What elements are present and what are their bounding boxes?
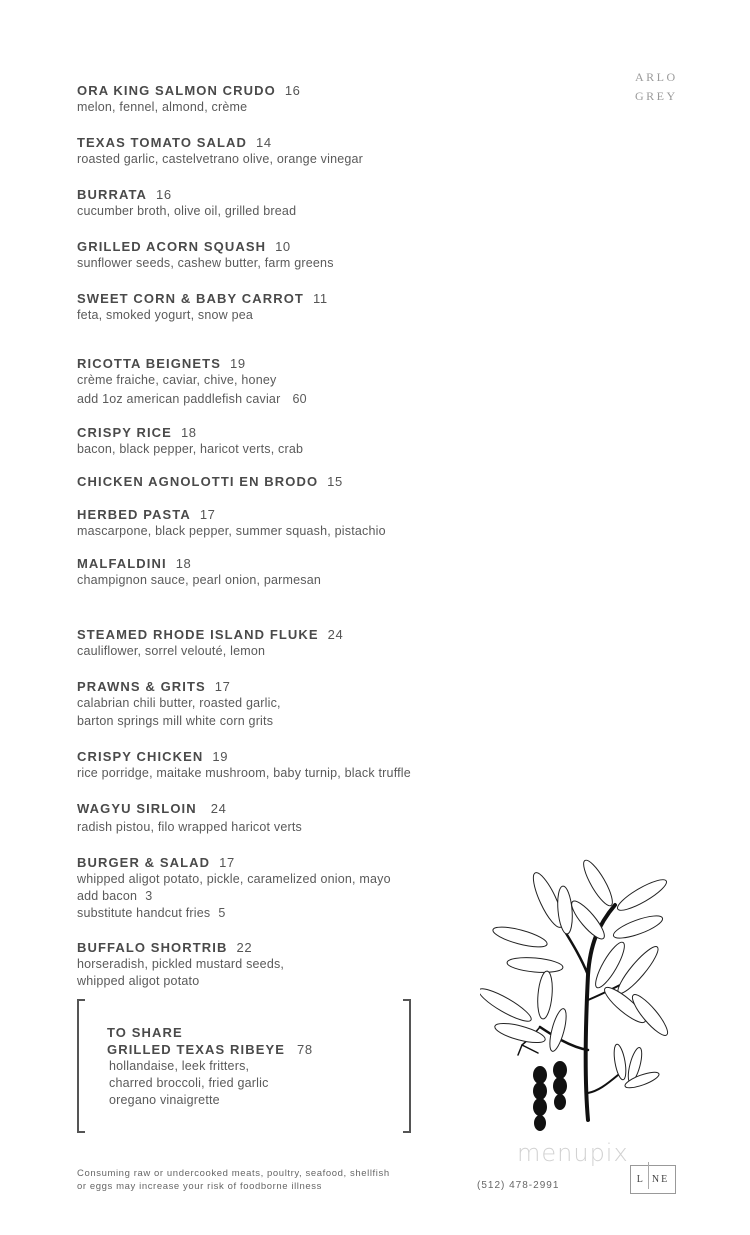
menu-item	[77, 506, 386, 540]
item-description: oregano vinaigrette	[109, 1093, 220, 1107]
addon-price: 5	[218, 906, 226, 920]
item-description: calabrian chili butter, roasted garlic,	[77, 696, 281, 710]
menu-item	[77, 854, 391, 922]
item-name: CRISPY CHICKEN	[77, 749, 204, 764]
item-description: barton springs mill white corn grits	[77, 714, 274, 728]
menu-item	[77, 555, 321, 589]
item-price: 11	[312, 291, 328, 306]
item-description: bacon, black pepper, haricot verts, crab	[77, 442, 304, 456]
item-price: 17	[199, 507, 216, 522]
item-price: 10	[275, 239, 291, 254]
item-name: GRILLED TEXAS RIBEYE	[107, 1042, 286, 1057]
item-name: TEXAS TOMATO SALAD	[77, 135, 248, 150]
logo-left: L	[636, 1174, 645, 1185]
item-price: 24	[210, 801, 227, 816]
item-addon	[77, 905, 391, 922]
item-description: rice porridge, maitake mushroom, baby turnip, black truffle	[77, 766, 411, 780]
menu-item	[77, 800, 302, 836]
item-name: BUFFALO SHORTRIB	[77, 940, 228, 955]
item-price: 18	[180, 425, 197, 440]
item-price: 17	[219, 855, 235, 870]
item-name: STEAMED RHODE ISLAND FLUKE	[77, 627, 319, 642]
item-name: SWEET CORN & BABY CARROT	[77, 291, 304, 306]
item-addon	[77, 888, 391, 905]
addon-label: add 1oz american paddlefish caviar	[77, 392, 281, 406]
item-price: 17	[214, 679, 231, 694]
item-price: 18	[175, 556, 192, 571]
item-description: champignon sauce, pearl onion, parmesan	[77, 573, 322, 587]
menupix-watermark: menupix	[517, 1139, 629, 1167]
item-name: RICOTTA BEIGNETS	[77, 356, 221, 371]
phone-number: (512) 478-2991	[477, 1180, 560, 1191]
item-name: WAGYU SIRLOIN	[77, 801, 197, 816]
disclaimer-line: or eggs may increase your risk of foodborne illness	[77, 1181, 322, 1192]
line-hotel-logo	[630, 1165, 676, 1194]
item-name: ORA KING SALMON CRUDO	[77, 83, 276, 98]
addon-label: substitute handcut fries	[77, 906, 211, 920]
menu-item	[77, 134, 363, 168]
mesquite-branch-illustration	[480, 855, 680, 1145]
logo-right: NE	[651, 1174, 670, 1185]
item-description: mascarpone, black pepper, summer squash, pistachio	[77, 524, 386, 538]
item-description: hollandaise, leek fritters,	[109, 1059, 250, 1073]
brand-line-2: GREY	[635, 89, 678, 103]
arlo-grey-logo	[635, 68, 678, 106]
addon-price: 60	[292, 392, 307, 406]
item-name: HERBED PASTA	[77, 507, 191, 522]
item-description: radish pistou, filo wrapped haricot verts	[77, 820, 302, 834]
brand-line-1: ARLO	[635, 70, 678, 84]
item-price: 19	[230, 356, 246, 371]
item-addon	[77, 391, 307, 408]
item-name: GRILLED ACORN SQUASH	[77, 239, 267, 254]
item-description: whipped aligot potato, pickle, caramelized onion, mayo	[77, 872, 391, 886]
item-description: horseradish, pickled mustard seeds,	[77, 957, 285, 971]
addon-label: add bacon	[77, 889, 138, 903]
item-name: CRISPY RICE	[77, 425, 172, 440]
menu-item	[77, 473, 343, 490]
item-name: BURGER & SALAD	[77, 855, 211, 870]
menu-item	[77, 290, 328, 324]
logo-separator	[648, 1162, 649, 1189]
item-description: whipped aligot potato	[77, 974, 200, 988]
menu-item	[77, 939, 284, 990]
menu-item	[77, 238, 334, 272]
right-bracket	[403, 999, 411, 1133]
item-description: charred broccoli, fried garlic	[109, 1076, 269, 1090]
to-share-block	[107, 1024, 313, 1109]
disclaimer-line: Consuming raw or undercooked meats, poultry, seafood, shellfish	[77, 1168, 390, 1179]
item-price: 19	[212, 749, 229, 764]
item-description: crème fraiche, caviar, chive, honey	[77, 373, 277, 387]
item-price: 22	[236, 940, 253, 955]
item-name: CHICKEN AGNOLOTTI EN BRODO	[77, 474, 319, 489]
item-name: PRAWNS & GRITS	[77, 679, 206, 694]
to-share-label: TO SHARE	[107, 1025, 183, 1040]
item-name: MALFALDINI	[77, 556, 167, 571]
item-price: 78	[297, 1042, 313, 1057]
item-description: cauliflower, sorrel velouté, lemon	[77, 644, 266, 658]
item-price: 16	[284, 83, 301, 98]
left-bracket	[77, 999, 85, 1133]
menu-item	[77, 82, 301, 116]
menu-item	[77, 626, 343, 660]
item-price: 14	[256, 135, 272, 150]
item-description: cucumber broth, olive oil, grilled bread	[77, 204, 297, 218]
item-name: BURRATA	[77, 187, 148, 202]
menu-item	[77, 748, 411, 782]
menu-item	[77, 355, 307, 408]
menu-item	[77, 678, 281, 730]
food-safety-disclaimer	[77, 1167, 390, 1193]
item-price: 24	[327, 627, 344, 642]
item-description: sunflower seeds, cashew butter, farm greens	[77, 256, 334, 270]
addon-price: 3	[145, 889, 153, 903]
item-price: 16	[156, 187, 172, 202]
item-description: roasted garlic, castelvetrano olive, orange vinegar	[77, 152, 364, 166]
menu-item	[77, 424, 303, 458]
menu-item	[77, 186, 296, 220]
item-description: melon, fennel, almond, crème	[77, 100, 248, 114]
item-price: 15	[327, 474, 343, 489]
item-description: feta, smoked yogurt, snow pea	[77, 308, 254, 322]
